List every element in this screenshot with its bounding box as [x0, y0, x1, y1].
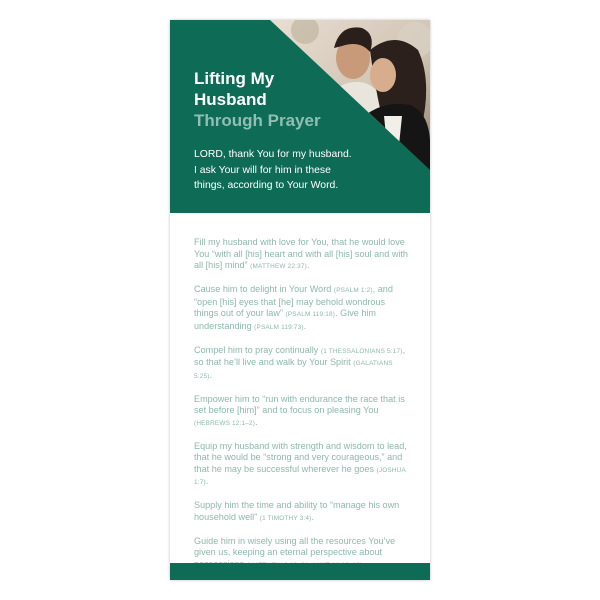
prayer-punct: .	[205, 476, 209, 486]
prayer-punct: .	[311, 511, 315, 522]
prayer-text: Cause him to delight in Your Word	[194, 284, 332, 294]
prayer-card	[170, 20, 430, 580]
prayer-text: Compel him to pray continually	[194, 344, 319, 355]
prayer-item	[194, 284, 408, 333]
prayer-text: , so that he’ll live and walk by Your Spirit	[194, 344, 406, 367]
scripture-reference: (HEBREWS 12:1–2)	[194, 419, 256, 427]
prayer-text: Empower him to “run with endurance the race that is set before [him]” and to focus on pleasing You	[194, 393, 405, 415]
prayer-punct: .	[209, 369, 213, 380]
scripture-reference: (1 TIMOTHY 3:4)	[259, 514, 312, 522]
title-line-3: Through Prayer	[194, 111, 321, 130]
scripture-reference: (GALATIANS 5:25)	[194, 360, 393, 380]
prayer-text: , and “open [his] eyes that [he] may behold wondrous things out of your law”	[194, 284, 393, 318]
prayer-text: Fill my husband with love for You, that he would love You “with all [his] heart and with all [his] soul and with all [his] mind”	[194, 237, 408, 270]
prayer-punct: .	[303, 320, 307, 331]
scripture-reference: (PSALM 119:73)	[254, 323, 304, 331]
prayer-list	[194, 237, 408, 580]
footer-bar	[170, 563, 430, 580]
title-line-1: Lifting My	[194, 69, 275, 88]
card-header	[170, 20, 430, 213]
intro-line-1: LORD, thank You for my husband.	[194, 149, 352, 160]
prayer-text: . Give him understanding	[194, 308, 377, 331]
scripture-reference: (JOSHUA 1:7)	[194, 466, 406, 486]
prayer-item	[194, 394, 408, 430]
scripture-reference: (PSALM 119:18)	[285, 311, 336, 318]
prayer-item	[194, 345, 408, 383]
prayer-text: Guide him in wisely using all the resources You’ve given us, keeping an eternal perspective about	[194, 535, 396, 557]
title-line-2: Husband	[194, 90, 267, 109]
intro-line-3: things, according to Your Word.	[194, 180, 339, 191]
prayer-punct: .	[306, 260, 310, 270]
intro-text	[194, 147, 359, 194]
prayer-punct: .	[255, 416, 258, 427]
prayer-item	[194, 441, 408, 489]
scripture-reference: (MATTHEW 22:37)	[250, 263, 307, 270]
prayer-item	[194, 500, 408, 524]
page-title	[194, 68, 364, 131]
scripture-reference: (1 THESSALONIANS 5:17)	[320, 347, 403, 355]
prayer-text: Supply him the time and ability to “manage his own household well”	[194, 500, 400, 522]
prayer-text: Equip my husband with strength and wisdom to lead, that he would be “strong and very courageous,” and that he may be successful wherever he goes	[194, 440, 407, 474]
scripture-reference: (PSALM 1:2)	[333, 287, 373, 294]
prayer-item	[194, 237, 408, 273]
intro-line-2: I ask Your will for him in these	[194, 164, 331, 176]
